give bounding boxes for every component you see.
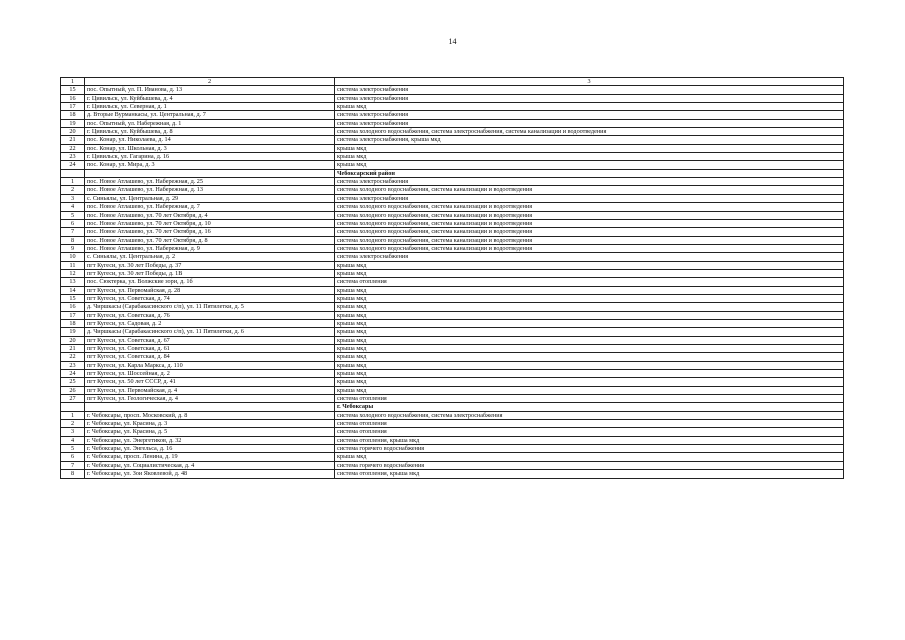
- row-address: пос. Опытный, ул. Набережная, д. 1: [85, 119, 335, 127]
- row-number: 7: [61, 228, 85, 236]
- row-address: д. Вторые Вурманкасы, ул. Центральная, д. 7: [85, 111, 335, 119]
- row-systems: система отопления: [335, 428, 844, 436]
- table-row: [61, 470, 844, 478]
- row-number: 21: [61, 345, 85, 353]
- row-address: пгт Кугеси, ул. Геологическая, д. 4: [85, 395, 335, 403]
- row-number: 4: [61, 436, 85, 444]
- row-number: 8: [61, 470, 85, 478]
- table-row: [61, 294, 844, 302]
- row-systems: крыша мкд: [335, 378, 844, 386]
- table-row: [61, 103, 844, 111]
- row-systems: система горячего водоснабжения: [335, 445, 844, 453]
- section-empty-cell: [85, 169, 335, 177]
- row-systems: система электроснабжения: [335, 86, 844, 94]
- section-header-row: [61, 169, 844, 177]
- row-number: 18: [61, 319, 85, 327]
- table-row: [61, 128, 844, 136]
- row-systems: система электроснабжения: [335, 253, 844, 261]
- row-systems: крыша мкд: [335, 345, 844, 353]
- table-row: [61, 261, 844, 269]
- section-empty-cell: [61, 169, 85, 177]
- row-systems: система электроснабжения, крыша мкд: [335, 136, 844, 144]
- row-systems: крыша мкд: [335, 144, 844, 152]
- table-row: [61, 319, 844, 327]
- table-row: [61, 303, 844, 311]
- row-address: пос. Опытный, ул. П. Иванова, д. 13: [85, 86, 335, 94]
- table-header-row: [61, 78, 844, 86]
- table-row: [61, 420, 844, 428]
- row-address: пос. Конар, ул. Мира, д. 3: [85, 161, 335, 169]
- row-number: 19: [61, 119, 85, 127]
- row-number: 5: [61, 211, 85, 219]
- table-row: [61, 111, 844, 119]
- row-address: пгт Кугеси, ул. Садовая, д. 2: [85, 319, 335, 327]
- row-number: 4: [61, 203, 85, 211]
- row-number: 3: [61, 194, 85, 202]
- row-address: пос. Новое Атлашево, ул. 70 лет Октября, д. 16: [85, 228, 335, 236]
- row-number: 13: [61, 278, 85, 286]
- row-systems: система отопления: [335, 278, 844, 286]
- table-row: [61, 411, 844, 419]
- row-systems: система горячего водоснабжения: [335, 461, 844, 469]
- row-systems: крыша мкд: [335, 361, 844, 369]
- table-row: [61, 311, 844, 319]
- table-row: [61, 345, 844, 353]
- table-row: [61, 119, 844, 127]
- row-number: 11: [61, 261, 85, 269]
- table-row: [61, 219, 844, 227]
- row-address: пос. Новое Атлашево, ул. 70 лет Октября, д. 4: [85, 211, 335, 219]
- section-title: Чебоксарский район: [335, 169, 844, 177]
- table-row: [61, 328, 844, 336]
- row-systems: система отопления, крыша мкд: [335, 470, 844, 478]
- table-row: [61, 461, 844, 469]
- row-address: пгт Кугеси, ул. Советская, д. 74: [85, 294, 335, 302]
- row-number: 14: [61, 286, 85, 294]
- row-address: д. Чиршкасы (Сарабакасинского с/п), ул. 11 Пятилетки, д. 6: [85, 328, 335, 336]
- row-number: 9: [61, 244, 85, 252]
- row-systems: крыша мкд: [335, 303, 844, 311]
- row-address: пос. Новое Атлашево, ул. 70 лет Октября, д. 8: [85, 236, 335, 244]
- row-address: пос. Конар, ул. Николаева, д. 14: [85, 136, 335, 144]
- row-systems: система электроснабжения: [335, 119, 844, 127]
- row-systems: крыша мкд: [335, 328, 844, 336]
- table-row: [61, 136, 844, 144]
- row-address: пос. Новое Атлашево, ул. Набережная, д. 9: [85, 244, 335, 252]
- row-systems: система отопления: [335, 395, 844, 403]
- row-systems: крыша мкд: [335, 153, 844, 161]
- row-address: пос. Новое Атлашево, ул. Набережная, д. 25: [85, 178, 335, 186]
- row-number: 23: [61, 361, 85, 369]
- table-row: [61, 178, 844, 186]
- row-number: 20: [61, 336, 85, 344]
- row-systems: крыша мкд: [335, 311, 844, 319]
- table-row: [61, 278, 844, 286]
- row-systems: крыша мкд: [335, 353, 844, 361]
- section-empty-cell: [61, 403, 85, 411]
- table-row: [61, 353, 844, 361]
- row-systems: крыша мкд: [335, 453, 844, 461]
- row-number: 16: [61, 303, 85, 311]
- row-systems: крыша мкд: [335, 336, 844, 344]
- table-row: [61, 436, 844, 444]
- section-header-row: [61, 403, 844, 411]
- row-number: 16: [61, 94, 85, 102]
- row-systems: система электроснабжения: [335, 178, 844, 186]
- row-systems: крыша мкд: [335, 319, 844, 327]
- table-row: [61, 253, 844, 261]
- row-number: 2: [61, 420, 85, 428]
- row-address: пгт Кугеси, ул. Первомайская, д. 28: [85, 286, 335, 294]
- row-address: г. Чебоксары, просп. Ленина, д. 19: [85, 453, 335, 461]
- row-systems: крыша мкд: [335, 261, 844, 269]
- row-systems: система электроснабжения: [335, 194, 844, 202]
- row-systems: система отопления: [335, 420, 844, 428]
- section-empty-cell: [85, 403, 335, 411]
- table-row: [61, 386, 844, 394]
- row-number: 10: [61, 253, 85, 261]
- row-address: пос. Новое Атлашево, ул. Набережная, д. 13: [85, 186, 335, 194]
- row-address: г. Цивильск, ул. Куйбышева, д. 8: [85, 128, 335, 136]
- row-address: пгт Кугеси, ул. 30 лет Победы, д. 1В: [85, 269, 335, 277]
- row-systems: система холодного водоснабжения, система электроснабжения: [335, 411, 844, 419]
- row-address: пос. Новое Атлашево, ул. 70 лет Октября, д. 10: [85, 219, 335, 227]
- row-address: г. Чебоксары, ул. Красина, д. 3: [85, 420, 335, 428]
- table-row: [61, 144, 844, 152]
- row-address: с. Синьялы, ул. Центральная, д. 2: [85, 253, 335, 261]
- row-address: г. Чебоксары, ул. Красина, д. 5: [85, 428, 335, 436]
- row-number: 6: [61, 453, 85, 461]
- row-address: г. Чебоксары, ул. Энгельса, д. 16: [85, 445, 335, 453]
- row-systems: система электроснабжения: [335, 94, 844, 102]
- row-systems: система холодного водоснабжения, система канализации и водоотведения: [335, 244, 844, 252]
- row-address: пгт Кугеси, ул. 50 лет СССР, д. 41: [85, 378, 335, 386]
- row-systems: система холодного водоснабжения, система канализации и водоотведения: [335, 203, 844, 211]
- row-number: 7: [61, 461, 85, 469]
- row-address: г. Чебоксары, ул. Социалистическая, д. 4: [85, 461, 335, 469]
- row-number: 25: [61, 378, 85, 386]
- table-row: [61, 86, 844, 94]
- row-address: с. Синьялы, ул. Центральная, д. 29: [85, 194, 335, 202]
- row-systems: система холодного водоснабжения, система канализации и водоотведения: [335, 186, 844, 194]
- table-row: [61, 378, 844, 386]
- table-row: [61, 244, 844, 252]
- table-row: [61, 228, 844, 236]
- row-systems: система холодного водоснабжения, система канализации и водоотведения: [335, 219, 844, 227]
- table-row: [61, 361, 844, 369]
- row-number: 27: [61, 395, 85, 403]
- row-address: пгт Кугеси, ул. Карла Маркса, д. 110: [85, 361, 335, 369]
- objects-table: [60, 77, 844, 479]
- row-number: 24: [61, 161, 85, 169]
- row-number: 2: [61, 186, 85, 194]
- row-number: 17: [61, 311, 85, 319]
- table-row: [61, 186, 844, 194]
- table-row: [61, 336, 844, 344]
- row-address: г. Чебоксары, просп. Московский, д. 8: [85, 411, 335, 419]
- row-address: пгт Кугеси, ул. Советская, д. 67: [85, 336, 335, 344]
- row-systems: система холодного водоснабжения, система электроснабжения, система канализации и водоотведения: [335, 128, 844, 136]
- row-address: пгт Кугеси, ул. 30 лет Победы, д. 37: [85, 261, 335, 269]
- row-address: пгт Кугеси, ул. Советская, д. 61: [85, 345, 335, 353]
- row-number: 20: [61, 128, 85, 136]
- table-body: [61, 78, 844, 479]
- row-systems: крыша мкд: [335, 294, 844, 302]
- header-col-1: 1: [61, 78, 85, 86]
- row-systems: крыша мкд: [335, 386, 844, 394]
- row-number: 22: [61, 144, 85, 152]
- row-number: 6: [61, 219, 85, 227]
- table-row: [61, 269, 844, 277]
- row-address: г. Цивильск, ул. Куйбышева, д. 4: [85, 94, 335, 102]
- table-row: [61, 370, 844, 378]
- row-number: 22: [61, 353, 85, 361]
- header-col-2: 2: [85, 78, 335, 86]
- table-row: [61, 445, 844, 453]
- row-address: г. Цивильск, ул. Северная, д. 1: [85, 103, 335, 111]
- row-systems: крыша мкд: [335, 269, 844, 277]
- row-address: г. Цивильск, ул. Гагарина, д. 16: [85, 153, 335, 161]
- row-number: 24: [61, 370, 85, 378]
- row-address: пгт Кугеси, ул. Советская, д. 84: [85, 353, 335, 361]
- section-title: г. Чебоксары: [335, 403, 844, 411]
- row-systems: система холодного водоснабжения, система канализации и водоотведения: [335, 211, 844, 219]
- row-number: 23: [61, 153, 85, 161]
- row-number: 3: [61, 428, 85, 436]
- table-row: [61, 153, 844, 161]
- row-number: 19: [61, 328, 85, 336]
- row-address: г. Чебоксары, ул. Энергетиков, д. 32: [85, 436, 335, 444]
- row-number: 12: [61, 269, 85, 277]
- row-address: г. Чебоксары, ул. Зои Яковлевой, д. 48: [85, 470, 335, 478]
- row-systems: крыша мкд: [335, 286, 844, 294]
- table-row: [61, 453, 844, 461]
- page-number: 14: [448, 37, 457, 46]
- table-row: [61, 203, 844, 211]
- row-address: пгт Кугеси, ул. Первомайская, д. 4: [85, 386, 335, 394]
- table-row: [61, 161, 844, 169]
- row-systems: система холодного водоснабжения, система канализации и водоотведения: [335, 228, 844, 236]
- table-row: [61, 94, 844, 102]
- table-row: [61, 286, 844, 294]
- row-number: 15: [61, 86, 85, 94]
- table-row: [61, 194, 844, 202]
- row-number: 8: [61, 236, 85, 244]
- row-systems: крыша мкд: [335, 103, 844, 111]
- table-row: [61, 211, 844, 219]
- row-address: пос. Сюктерка, ул. Волжские зори, д. 1б: [85, 278, 335, 286]
- row-address: пгт Кугеси, ул. Шоссейная, д. 2: [85, 370, 335, 378]
- row-address: пос. Конар, ул. Школьная, д. 3: [85, 144, 335, 152]
- row-systems: система электроснабжения: [335, 111, 844, 119]
- row-number: 1: [61, 411, 85, 419]
- row-number: 1: [61, 178, 85, 186]
- row-systems: система холодного водоснабжения, система канализации и водоотведения: [335, 236, 844, 244]
- row-number: 26: [61, 386, 85, 394]
- row-address: пос. Новое Атлашево, ул. Набережная, д. 7: [85, 203, 335, 211]
- table-row: [61, 428, 844, 436]
- row-number: 18: [61, 111, 85, 119]
- row-systems: крыша мкд: [335, 370, 844, 378]
- row-number: 15: [61, 294, 85, 302]
- row-number: 21: [61, 136, 85, 144]
- row-address: д. Чиршкасы (Сарабакасинского с/п), ул. 11 Пятилетки, д. 5: [85, 303, 335, 311]
- row-systems: система отопления, крыша мкд: [335, 436, 844, 444]
- row-number: 5: [61, 445, 85, 453]
- table-row: [61, 236, 844, 244]
- row-address: пгт Кугеси, ул. Советская, д. 76: [85, 311, 335, 319]
- table-row: [61, 395, 844, 403]
- header-col-3: 3: [335, 78, 844, 86]
- row-systems: крыша мкд: [335, 161, 844, 169]
- row-number: 17: [61, 103, 85, 111]
